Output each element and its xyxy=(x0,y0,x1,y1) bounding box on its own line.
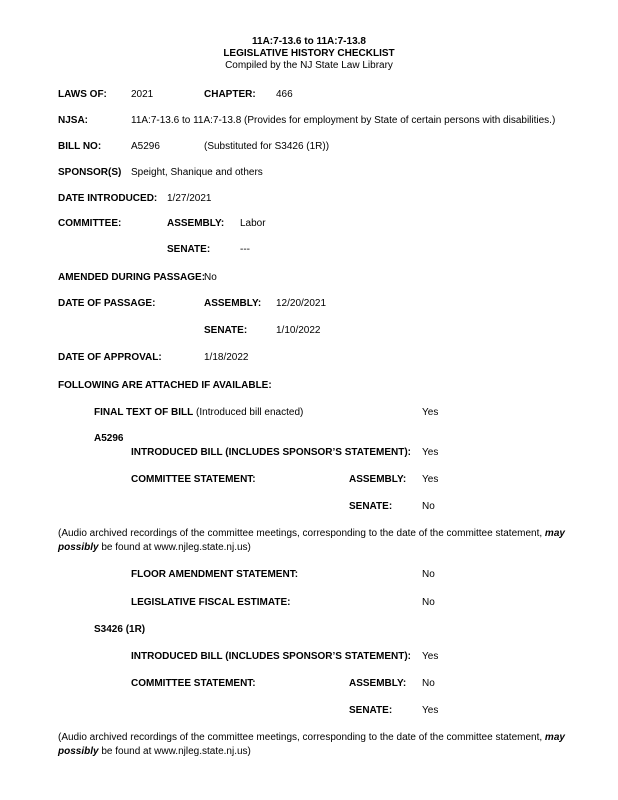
s3426-committee-label: COMMITTEE STATEMENT: xyxy=(131,678,256,689)
committee-label: COMMITTEE: xyxy=(58,218,122,229)
bill-no-label: BILL NO: xyxy=(58,141,102,152)
s3426-heading: S3426 (1R) xyxy=(94,624,146,635)
amended-label: AMENDED DURING PASSAGE: xyxy=(58,272,206,283)
final-text-value: Yes xyxy=(422,407,439,418)
passage-senate-value: 1/10/2022 xyxy=(276,325,321,336)
audio-recordings-note-2 xyxy=(58,731,598,759)
s3426-introduced-value: Yes xyxy=(422,651,439,662)
s3426-senate-label: SENATE: xyxy=(349,705,393,716)
a5296-introduced-value: Yes xyxy=(422,447,439,458)
njsa-value: 11A:7-13.6 to 11A:7-13.8 (Provides for employment by State of certain persons with disabilities.) xyxy=(131,115,556,126)
chapter-label: CHAPTER: xyxy=(204,89,256,100)
s3426-assembly-value: No xyxy=(422,678,435,689)
final-text-label: FINAL TEXT OF BILL xyxy=(94,407,194,418)
audio-note-url-text: be found at www.njleg.state.nj.us) xyxy=(98,542,251,553)
a5296-senate-value: No xyxy=(422,501,435,512)
date-introduced-label: DATE INTRODUCED: xyxy=(58,193,158,204)
audio-note-2-emphasis: may possibly xyxy=(58,732,565,757)
passage-assembly-value: 12/20/2021 xyxy=(276,298,327,309)
committee-senate-label: SENATE: xyxy=(167,244,211,255)
a5296-assembly-value: Yes xyxy=(422,474,439,485)
audio-note-text: (Audio archived recordings of the committee meetings, corresponding to the date of the committee statement, xyxy=(58,528,545,539)
date-of-approval-label: DATE OF APPROVAL: xyxy=(58,352,162,363)
chapter-value: 466 xyxy=(276,89,293,100)
s3426-introduced-label: INTRODUCED BILL (INCLUDES SPONSOR’S STATEMENT): xyxy=(131,651,411,662)
a5296-heading: A5296 xyxy=(94,433,124,444)
sponsors-value: Speight, Shanique and others xyxy=(131,167,263,178)
njsa-label: NJSA: xyxy=(58,115,89,126)
audio-recordings-note xyxy=(58,527,598,555)
date-of-passage-label: DATE OF PASSAGE: xyxy=(58,298,156,309)
date-introduced-value: 1/27/2021 xyxy=(167,193,212,204)
committee-assembly-value: Labor xyxy=(240,218,266,229)
laws-of-value: 2021 xyxy=(131,89,154,100)
a5296-floor-value: No xyxy=(422,569,435,580)
passage-assembly-label: ASSEMBLY: xyxy=(204,298,262,309)
bill-no-substitution: (Substituted for S3426 (1R)) xyxy=(204,141,330,152)
a5296-floor-label: FLOOR AMENDMENT STATEMENT: xyxy=(131,569,299,580)
a5296-senate-label: SENATE: xyxy=(349,501,393,512)
attached-heading: FOLLOWING ARE ATTACHED IF AVAILABLE: xyxy=(58,380,272,391)
a5296-fiscal-value: No xyxy=(422,597,435,608)
header-compiler: Compiled by the NJ State Law Library xyxy=(225,60,393,71)
committee-assembly-label: ASSEMBLY: xyxy=(167,218,225,229)
audio-note-2-url-text: be found at www.njleg.state.nj.us) xyxy=(98,746,251,757)
laws-of-label: LAWS OF: xyxy=(58,89,107,100)
a5296-introduced-label: INTRODUCED BILL (INCLUDES SPONSOR’S STATEMENT): xyxy=(131,447,411,458)
final-text-row xyxy=(94,407,303,419)
s3426-senate-value: Yes xyxy=(422,705,439,716)
header-title: LEGISLATIVE HISTORY CHECKLIST xyxy=(223,48,395,59)
final-text-note: (Introduced bill enacted) xyxy=(196,407,304,418)
header-citation: 11A:7-13.6 to 11A:7-13.8 xyxy=(252,36,366,47)
passage-senate-label: SENATE: xyxy=(204,325,248,336)
audio-note-emphasis: may possibly xyxy=(58,528,565,553)
amended-value: No xyxy=(204,272,217,283)
committee-senate-value: --- xyxy=(240,244,250,255)
audio-note-2-text: (Audio archived recordings of the committee meetings, corresponding to the date of the committee statement, xyxy=(58,732,545,743)
a5296-fiscal-label: LEGISLATIVE FISCAL ESTIMATE: xyxy=(131,597,291,608)
a5296-assembly-label: ASSEMBLY: xyxy=(349,474,407,485)
date-of-approval-value: 1/18/2022 xyxy=(204,352,249,363)
sponsors-label: SPONSOR(S) xyxy=(58,167,122,178)
s3426-assembly-label: ASSEMBLY: xyxy=(349,678,407,689)
bill-no-value: A5296 xyxy=(131,141,160,152)
a5296-committee-label: COMMITTEE STATEMENT: xyxy=(131,474,256,485)
